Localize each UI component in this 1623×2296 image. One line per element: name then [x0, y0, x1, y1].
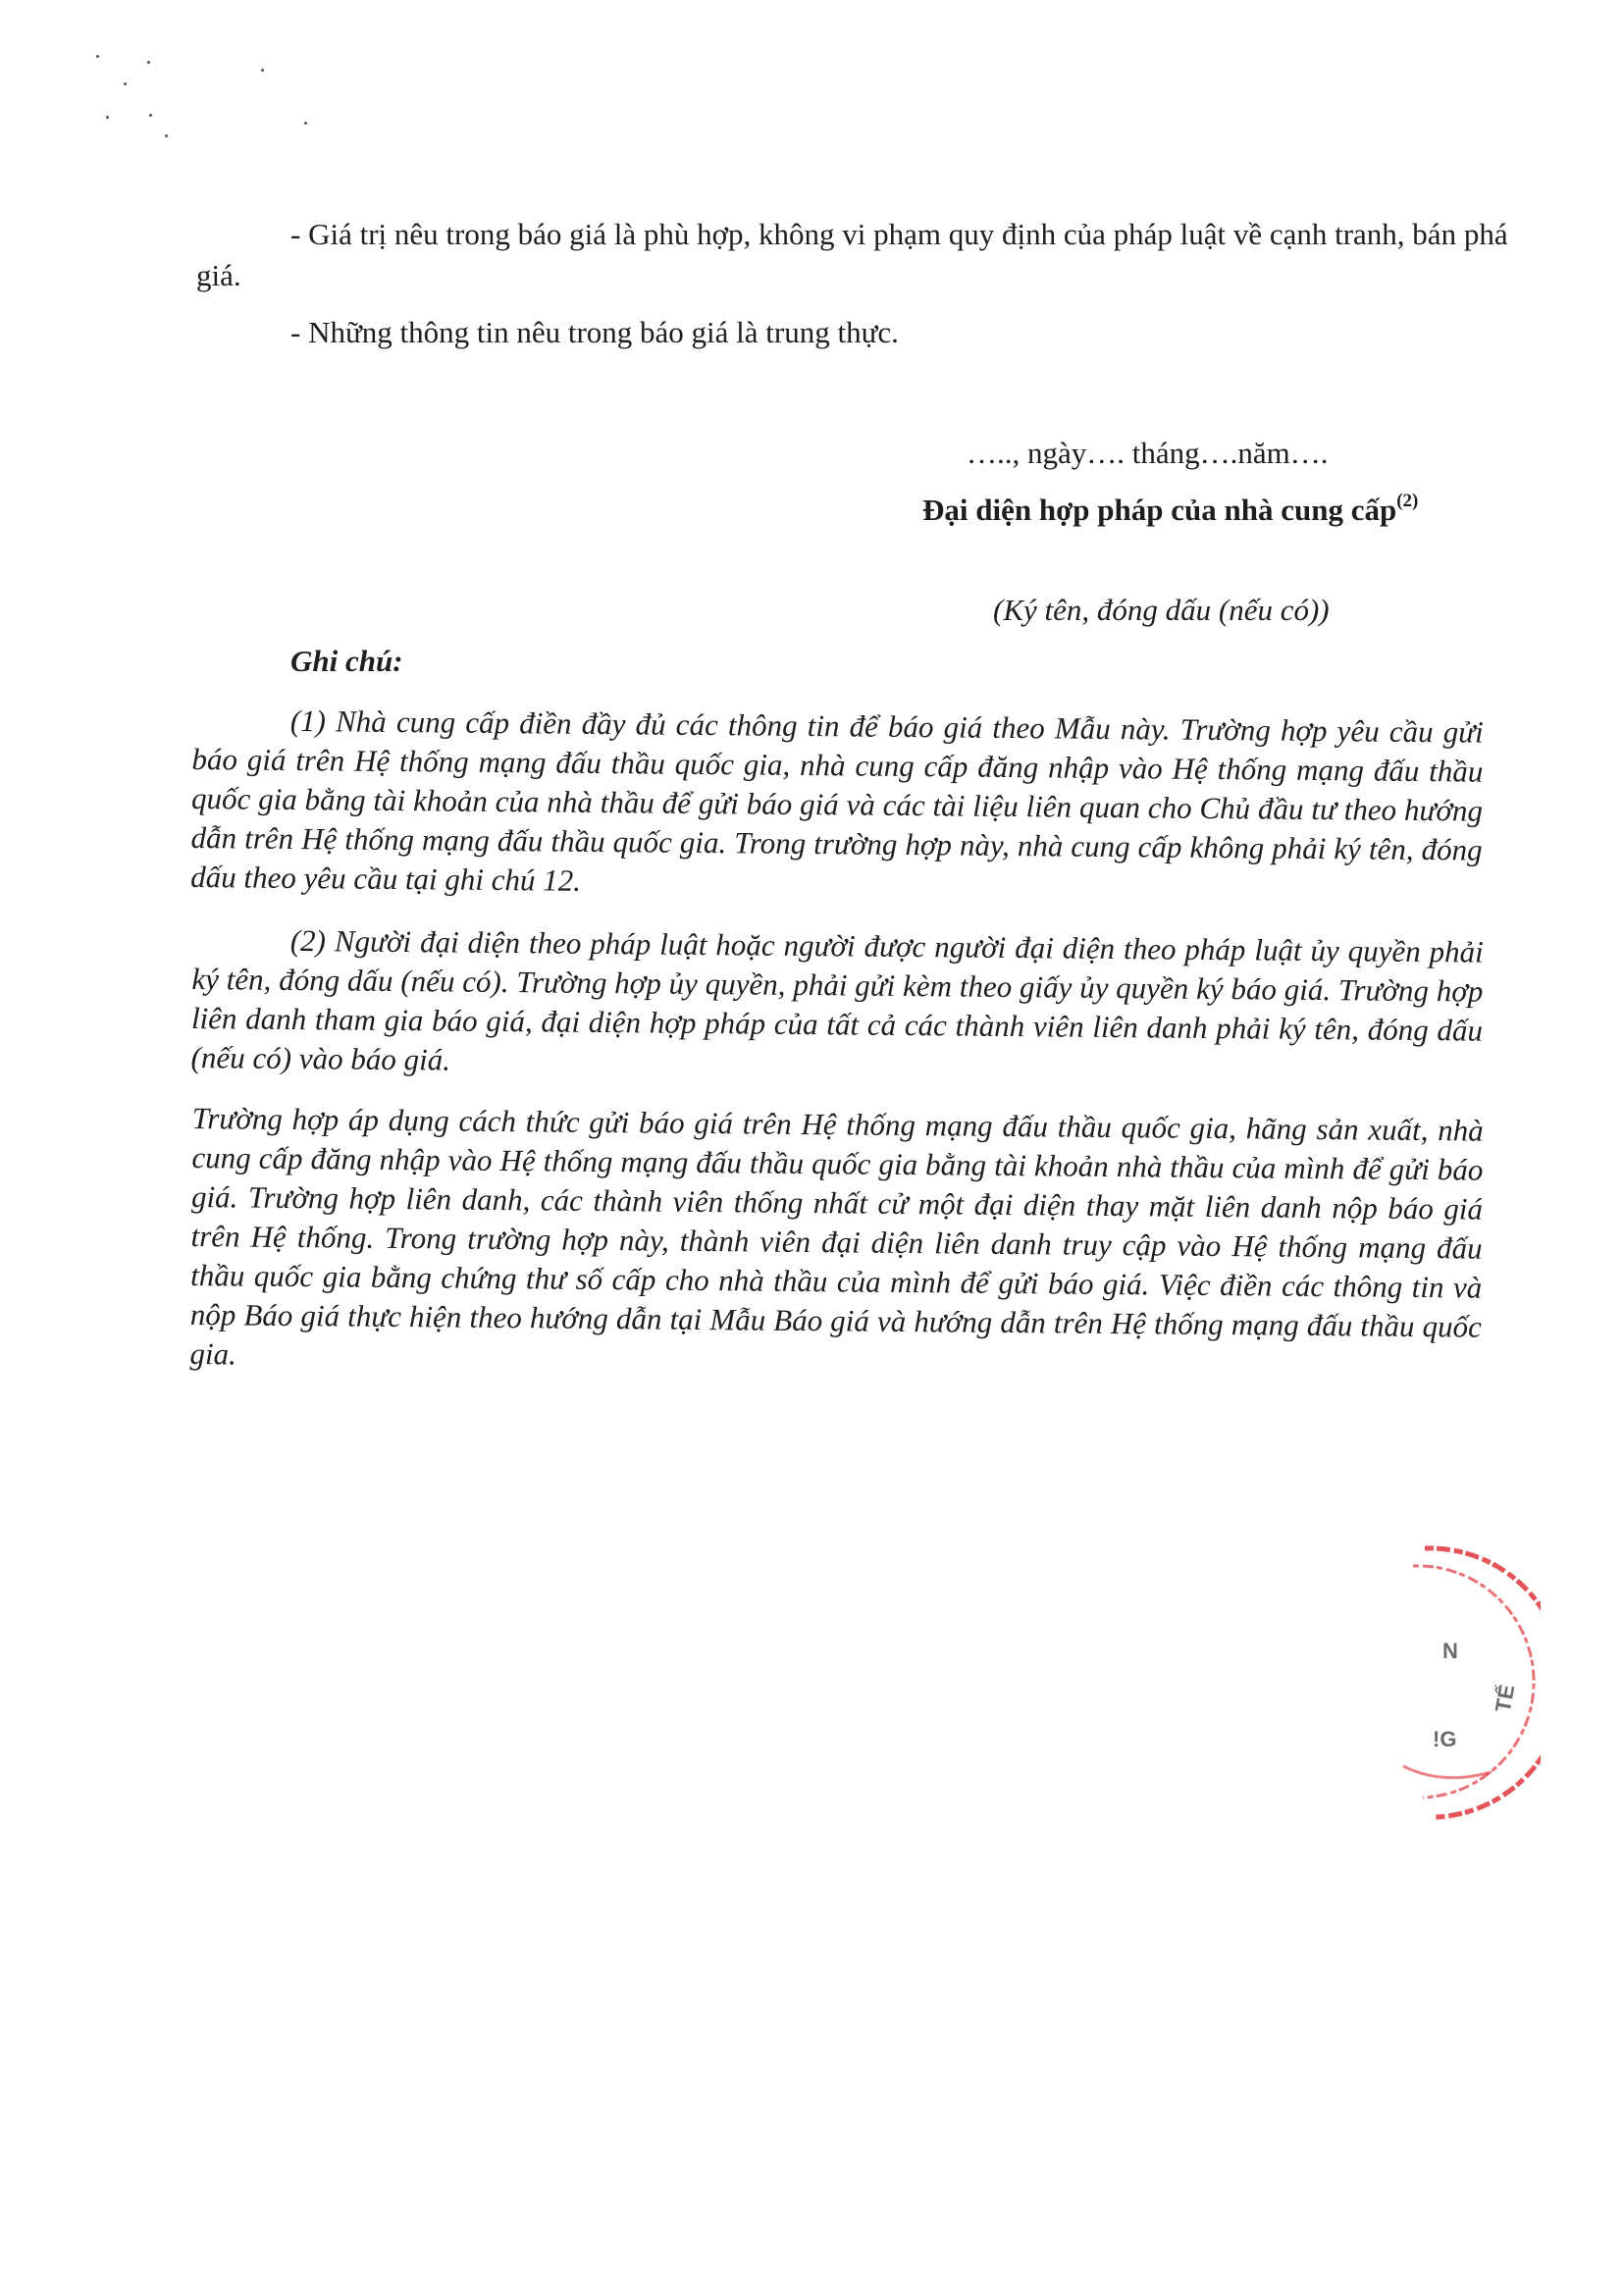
- scan-speck: [304, 122, 307, 125]
- signature-date-line: ….., ngày…. tháng….năm….: [967, 436, 1329, 470]
- commitment-truthful-info: - Những thông tin nêu trong báo giá là trung thực.: [290, 315, 899, 349]
- signature-title-text: Đại diện hợp pháp của nhà cung cấp: [922, 493, 1397, 527]
- scan-speck: [147, 61, 150, 64]
- company-seal-stamp: [1384, 1540, 1541, 1825]
- scan-speck: [261, 69, 264, 72]
- scan-speck: [149, 114, 152, 117]
- seal-fragment: TẾ: [1490, 1682, 1520, 1714]
- notes-heading: Ghi chú:: [290, 644, 403, 678]
- commitment-price-compliance: - Giá trị nêu trong báo giá là phù hợp, không vi phạm quy định của pháp luật về cạnh tranh, bán phá giá.: [196, 217, 1508, 292]
- seal-fragment: !G: [1433, 1727, 1457, 1751]
- signature-instruction: (Ký tên, đóng dấu (nếu có)): [993, 593, 1330, 627]
- note-item-2: (2) Người đại diện theo pháp luật hoặc người được người đại diện theo pháp luật ủy quyền phải ký tên, đóng dấu (nếu có). Trường hợp ủy quyền, phải gửi kèm theo giấy ủy quyền ký báo giá. Trường hợp liên danh tham gia báo giá, đại diện hợp pháp của tất cả các thành viên liên danh phải ký tên, đóng dấu (nếu có) vào báo giá.: [190, 922, 1484, 1077]
- scan-speck: [124, 82, 127, 85]
- scan-speck: [106, 116, 109, 119]
- signature-title: [922, 491, 1418, 530]
- seal-text-fragments: [1384, 1540, 1541, 1825]
- scan-speck: [165, 134, 168, 137]
- note-item-1: (1) Nhà cung cấp điền đầy đủ các thông tin để báo giá theo Mẫu này. Trường hợp yêu cầu gửi báo giá trên Hệ thống mạng đấu thầu quốc gia, nhà cung cấp đăng nhập vào Hệ thống mạng đấu thầu quốc gia bằng tài khoản của nhà thầu để gửi báo giá và các tài liệu liên quan cho Chủ đầu tư theo hướng dẫn trên Hệ thống mạng đấu thầu quốc gia. Trong trường hợp này, nhà cung cấp không phải ký tên, đóng dấu theo yêu cầu tại ghi chú 12.: [190, 703, 1484, 898]
- seal-fragment: N: [1442, 1639, 1458, 1663]
- scan-speck: [96, 55, 99, 58]
- signature-footnote-ref: (2): [1396, 491, 1419, 511]
- note-item-3: Trường hợp áp dụng cách thức gửi báo giá trên Hệ thống mạng đấu thầu quốc gia, hãng sản xuất, nhà cung cấp đăng nhập vào Hệ thống mạng đấu thầu quốc gia bằng tài khoản nhà thầu của mình để gửi báo giá. Trường hợp liên danh, các thành viên thống nhất cử một đại diện thay mặt liên danh nộp báo giá trên Hệ thống. Trong trường hợp này, thành viên đại diện liên danh truy cập vào Hệ thống mạng đấu thầu quốc gia bằng chứng thư số cấp cho nhà thầu của mình để gửi báo giá. Việc điền các thông tin và nộp Báo giá thực hiện theo hướng dẫn tại Mẫu Báo giá và hướng dẫn trên Hệ thống mạng đấu thầu quốc gia.: [189, 1100, 1484, 1372]
